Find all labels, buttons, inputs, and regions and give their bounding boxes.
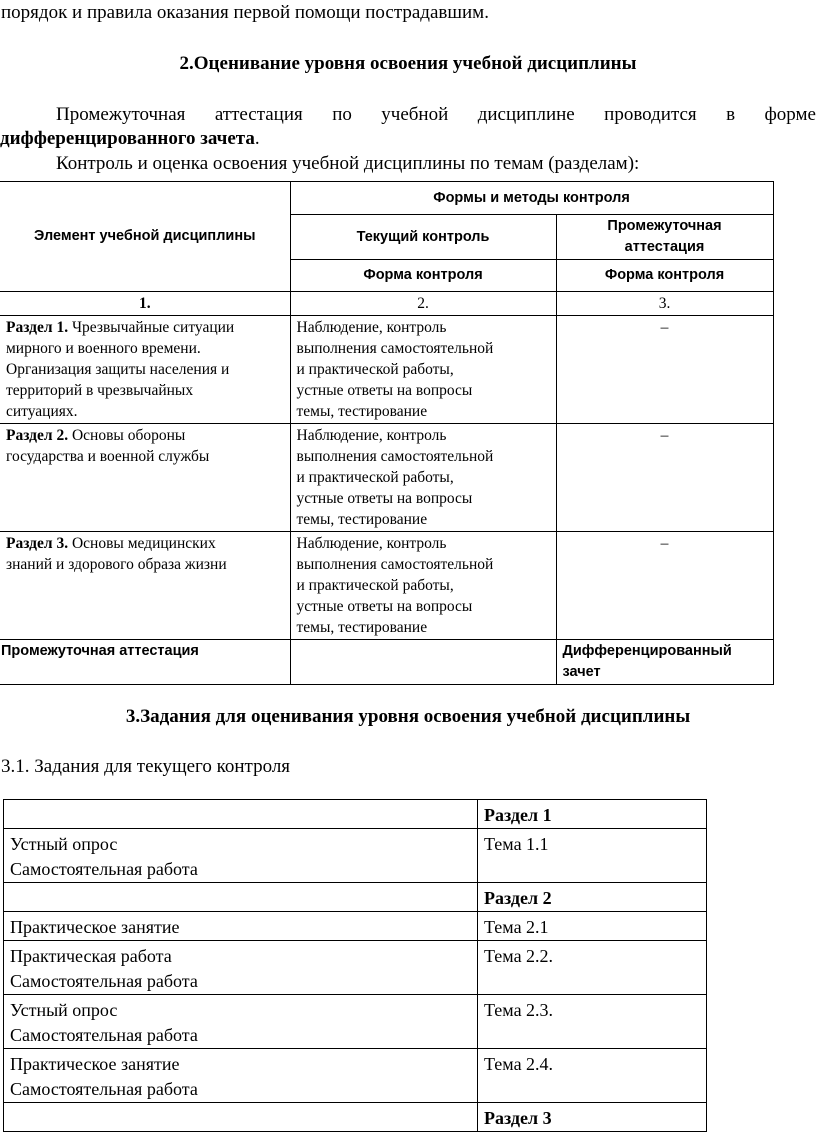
table-row [0,316,773,424]
table-row [4,1103,707,1132]
section-cell: Раздел 3. Основы медицинских знаний и здорового образа жизни [0,532,290,640]
topic-cell: Тема 1.1 [478,829,707,883]
word: по [332,104,352,125]
task-cell: Практическая работа Самостоятельная работа [4,941,478,995]
control-methods-table [0,181,774,685]
header-element: Элемент учебной дисциплины [0,182,290,292]
final-result: Дифференцированный зачет [556,640,773,685]
table-row [0,532,773,640]
intermediate-cell: – [556,424,773,532]
task-cell [4,883,478,912]
topic-cell: Тема 2.3. [478,995,707,1049]
topic-cell: Тема 2.1 [478,912,707,941]
word: проводится [604,104,697,125]
task-cell [4,800,478,829]
section2-paragraph1-line2: дифференцированного зачета. [0,128,260,149]
topic-cell: Тема 2.4. [478,1049,707,1103]
section-cell: Раздел 1. Чрезвычайные ситуации мирного и военного времени. Организация защиты населения и территорий в чрезвычайных ситуациях. [0,316,290,424]
intermediate-cell: – [556,532,773,640]
word: в [726,104,736,125]
section3-heading: 3.Задания для оценивания уровня освоения учебной дисциплины [125,706,691,727]
section3-subheading: 3.1. Задания для текущего контроля [1,756,291,777]
tasks-table [3,799,707,1132]
word: учебной [381,104,449,125]
task-cell: Практическое занятие [4,912,478,941]
table-row [4,883,707,912]
final-middle [290,640,556,685]
header-current-control: Текущий контроль [290,215,556,260]
control-cell: Наблюдение, контроль выполнения самостоятельной и практической работы, устные ответы на вопросы темы, тестирование [290,316,556,424]
intro-line: порядок и правила оказания первой помощи пострадавшим. [1,2,489,23]
control-cell: Наблюдение, контроль выполнения самостоятельной и практической работы, устные ответы на вопросы темы, тестирование [290,532,556,640]
header-form-intermediate: Форма контроля [556,260,773,292]
task-cell: Устный опрос Самостоятельная работа [4,995,478,1049]
task-cell [4,1103,478,1132]
table-row-final [0,640,773,685]
intermediate-cell: – [556,316,773,424]
table-row [4,912,707,941]
word: дисциплине [477,104,575,125]
table-row [0,424,773,532]
col-number: 1. [0,292,290,316]
section-cell: Раздел 2. Основы обороны государства и военной службы [0,424,290,532]
section2-paragraph2: Контроль и оценка освоения учебной дисциплины по темам (разделам): [56,153,640,174]
word: аттестация [214,104,303,125]
topic-cell: Раздел 3 [478,1103,707,1132]
section2-paragraph1-line1 [56,103,816,127]
credit-form: дифференцированного зачета [0,128,255,149]
control-cell: Наблюдение, контроль выполнения самостоятельной и практической работы, устные ответы на вопросы темы, тестирование [290,424,556,532]
section2-heading: 2.Оценивание уровня освоения учебной дисциплины [179,53,637,74]
col-number: 3. [556,292,773,316]
header-intermediate: Промежуточная аттестация [556,215,773,260]
word: форме [764,104,816,125]
table-row [4,1049,707,1103]
table-row [4,995,707,1049]
task-cell: Практическое занятие Самостоятельная работа [4,1049,478,1103]
table-row [4,941,707,995]
topic-cell: Раздел 1 [478,800,707,829]
final-label: Промежуточная аттестация [0,640,290,685]
table-row [4,800,707,829]
topic-cell: Раздел 2 [478,883,707,912]
task-cell: Устный опрос Самостоятельная работа [4,829,478,883]
header-forms-methods: Формы и методы контроля [290,182,773,215]
table-row [4,829,707,883]
topic-cell: Тема 2.2. [478,941,707,995]
col-number: 2. [290,292,556,316]
header-form-current: Форма контроля [290,260,556,292]
word: Промежуточная [56,104,186,125]
